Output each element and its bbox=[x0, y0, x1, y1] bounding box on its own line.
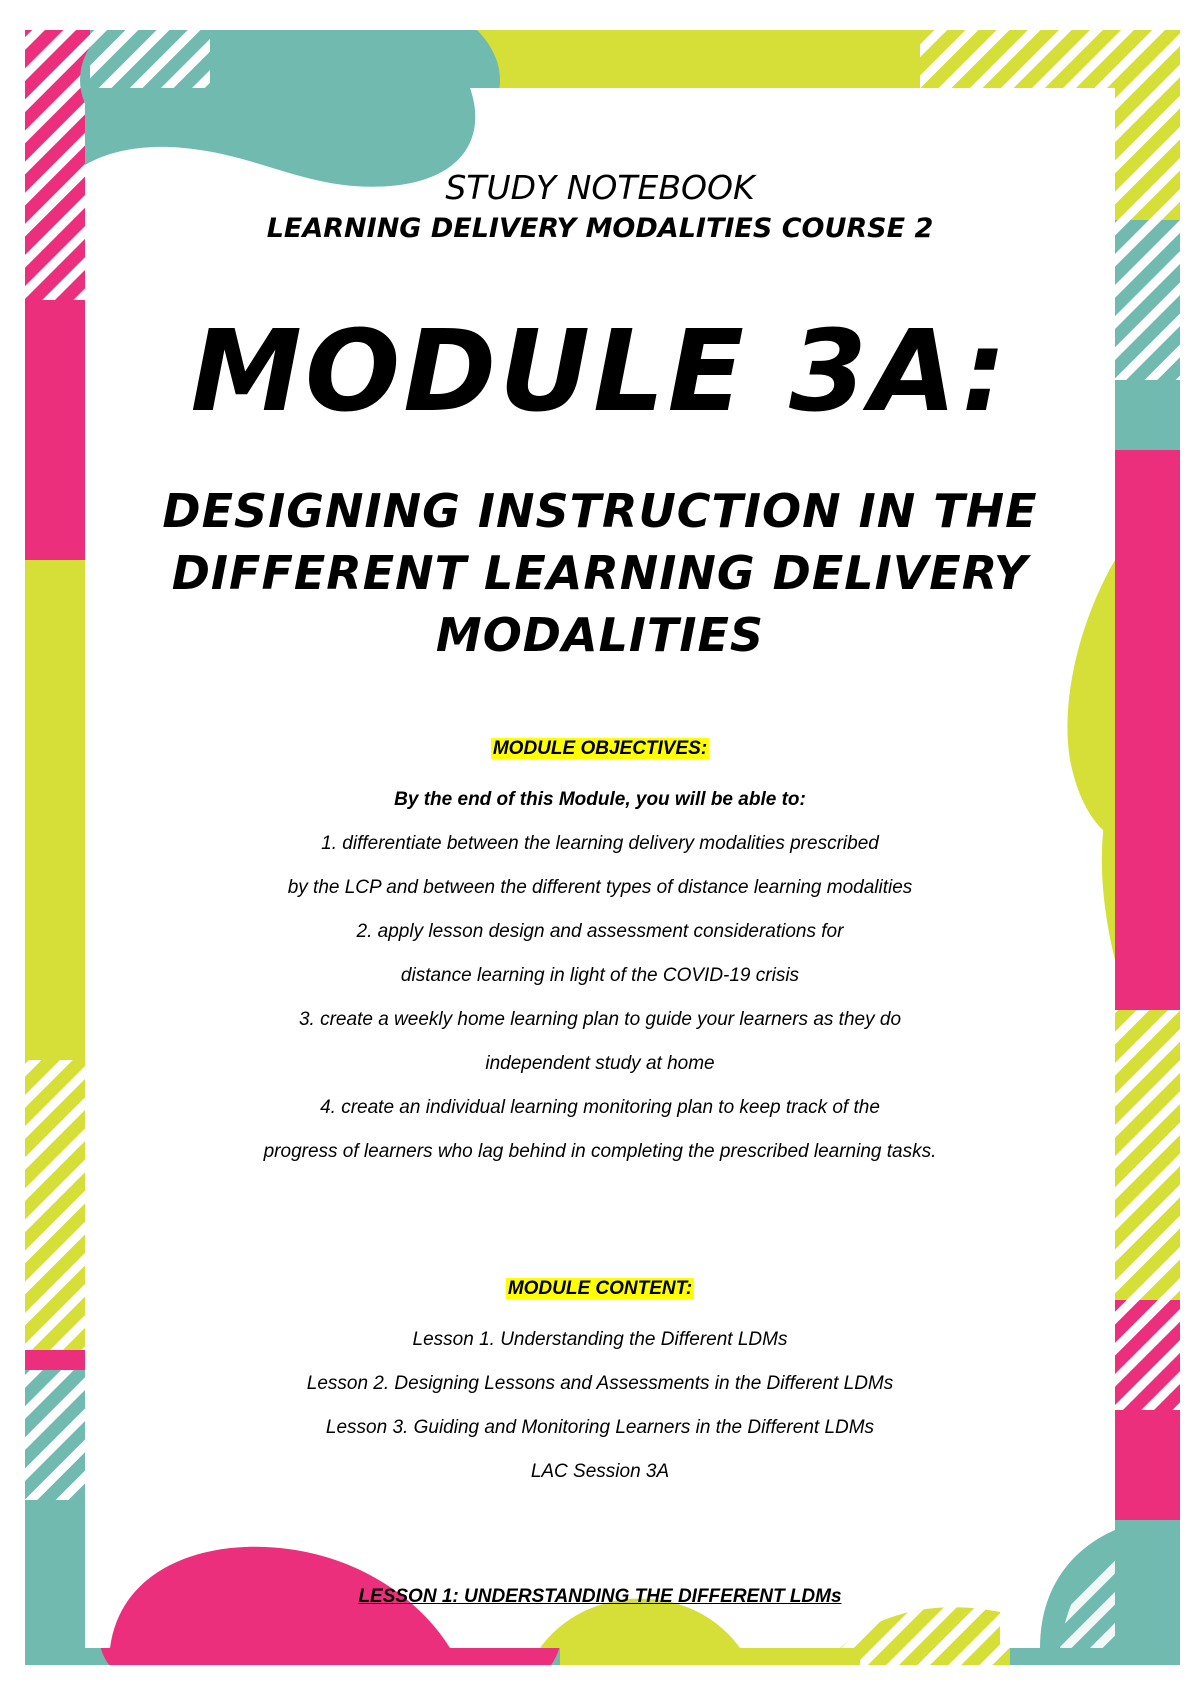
module-title: MODULE 3A: bbox=[190, 307, 1010, 437]
objective-line: distance learning in light of the COVID-19 crisis bbox=[400, 965, 800, 986]
module-content-item: Lesson 1. Understanding the Different LDMs bbox=[412, 1329, 788, 1350]
objective-line: by the LCP and between the different types of distance learning modalities bbox=[287, 877, 913, 898]
objectives-list bbox=[85, 822, 1115, 1174]
objective-line: 4. create an individual learning monitoring plan to keep track of the bbox=[320, 1097, 880, 1118]
course-title: LEARNING DELIVERY MODALITIES COURSE 2 bbox=[266, 213, 934, 244]
objective-line: independent study at home bbox=[485, 1053, 715, 1074]
objective-line: 1. differentiate between the learning delivery modalities prescribed bbox=[321, 833, 879, 854]
study-notebook-title: STUDY NOTEBOOK bbox=[445, 168, 755, 207]
objective-line: 2. apply lesson design and assessment considerations for bbox=[356, 921, 844, 942]
module-content-heading-text: MODULE CONTENT: bbox=[507, 1278, 693, 1299]
module-subtitle-line: DESIGNING INSTRUCTION IN THE bbox=[162, 484, 1038, 538]
cover-content bbox=[85, 88, 1115, 1648]
objective-line: progress of learners who lag behind in completing the prescribed learning tasks. bbox=[263, 1141, 937, 1162]
objectives-heading bbox=[85, 738, 1115, 760]
objective-line: 3. create a weekly home learning plan to guide your learners as they do bbox=[298, 1009, 902, 1030]
module-content-item: Lesson 2. Designing Lessons and Assessments in the Different LDMs bbox=[306, 1373, 894, 1394]
module-content-heading bbox=[85, 1278, 1115, 1300]
module-content-item: LAC Session 3A bbox=[530, 1461, 670, 1482]
module-content-item: Lesson 3. Guiding and Monitoring Learners in the Different LDMs bbox=[325, 1417, 875, 1438]
module-subtitle bbox=[85, 480, 1115, 666]
objectives-intro: By the end of this Module, you will be able to: bbox=[394, 789, 806, 810]
lesson-1-heading: LESSON 1: UNDERSTANDING THE DIFFERENT LDMs bbox=[358, 1586, 842, 1607]
module-content-list bbox=[85, 1318, 1115, 1494]
objectives-heading-text: MODULE OBJECTIVES: bbox=[492, 738, 708, 759]
module-subtitle-line: MODALITIES bbox=[435, 608, 765, 662]
module-subtitle-line: DIFFERENT LEARNING DELIVERY bbox=[171, 546, 1029, 600]
